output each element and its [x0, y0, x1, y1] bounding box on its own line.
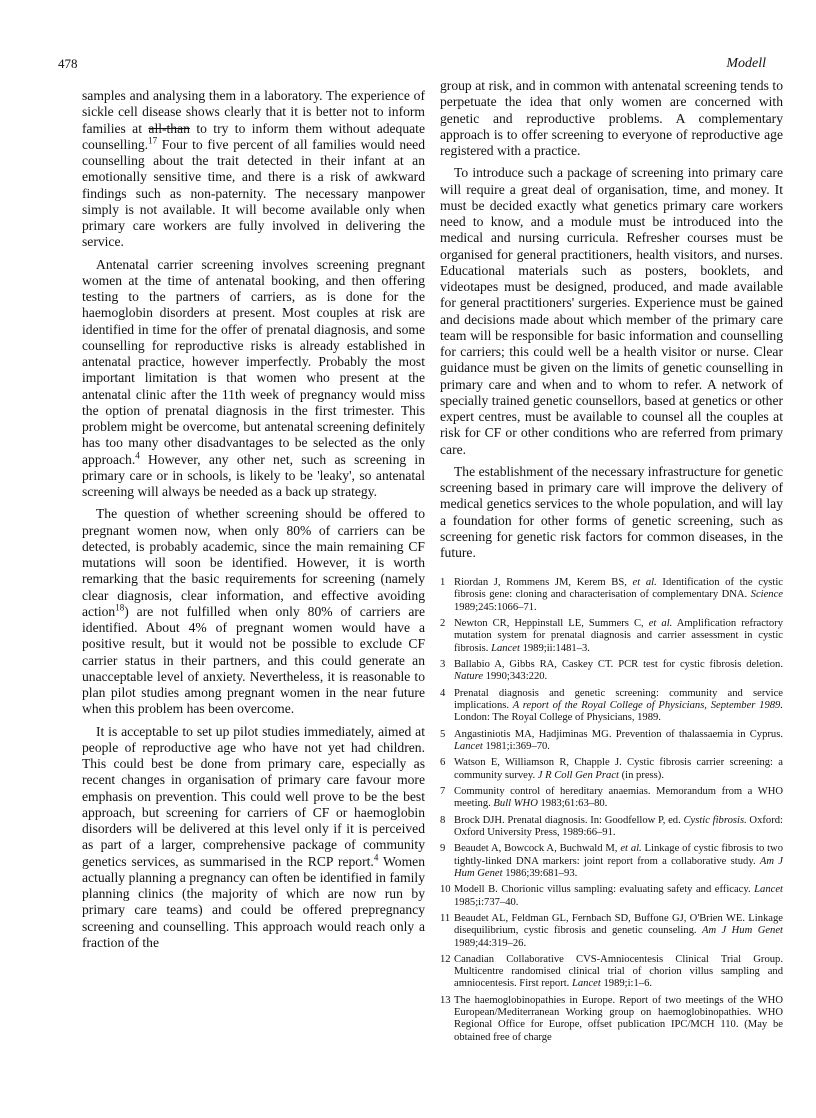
- body-paragraph: [440, 78, 783, 159]
- text-run: Linkage of cystic fibrosis to two tightly-linked DNA markers: joint report from a collaborative study.: [454, 843, 783, 867]
- reference-number: 2: [440, 618, 446, 630]
- text-run: ) are not fulfilled when only 80% of carriers are identified. About 4% of pregnant women would have a positive result, but it would not be possible to exclude CF carrier status in their partners, and this could generate an unacceptable level of anxiety. Nevertheless, it is reasonable to plan pilot studies among pregnant women in the near future when this problem has been overcome.: [82, 603, 425, 717]
- right-column: [440, 78, 783, 1048]
- reference-number: 8: [440, 814, 446, 826]
- reference-item: [440, 884, 783, 908]
- text-run: The establishment of the necessary infrastructure for genetic screening based in primary care will improve the delivery of medical genetics services to the whole population, and will lay a foundation for other forms of genetic screening, such as screening for genetic risk factors for common diseases, in the future.: [440, 463, 783, 560]
- reference-item: [440, 659, 783, 683]
- body-paragraph: [82, 506, 425, 717]
- body-paragraph: [82, 257, 425, 501]
- italic-text: Lancet: [571, 978, 601, 990]
- citation-superscript: 4: [373, 851, 379, 862]
- italic-text: Lancet: [754, 884, 783, 896]
- text-run: 1983;61:63–80.: [537, 798, 608, 810]
- text-run: 1989;44:319–26.: [454, 937, 527, 949]
- reference-number: 12: [440, 954, 451, 965]
- reference-item: [440, 995, 783, 1044]
- reference-item: [440, 688, 783, 725]
- text-run: Watson E, Williamson R, Chapple J. Cystic fibrosis carrier screening: a community survey.: [454, 757, 783, 781]
- body-paragraph: [82, 724, 425, 952]
- text-run: 1985;i:737–40.: [454, 896, 519, 908]
- text-run: Brock DJH. Prenatal diagnosis. In: Goodfellow P, ed.: [454, 814, 684, 826]
- running-head: Modell: [726, 56, 766, 71]
- text-run: Four to five percent of all families would need counselling about the trait detected in their infant at an emotionally sensitive time, and there is a risk of awkward findings such as non-paternity. The necessary manpower simply is not available. It will become available only when primary care workers are fully involved in delivering the service.: [82, 136, 425, 250]
- body-paragraph: [82, 88, 425, 251]
- citation-superscript: 17: [148, 135, 158, 146]
- reference-number: 11: [440, 913, 451, 925]
- reference-item: [440, 618, 783, 655]
- text-run: However, any other net, such as screening in primary care or in schools, is likely to be 'leaky', so antenatal screening will always be needed as a back up strategy.: [82, 451, 425, 499]
- text-run: to try to inform them without adequate counselling.: [82, 120, 425, 152]
- reference-number: 1: [440, 577, 446, 589]
- page-number: 478: [58, 56, 78, 71]
- reference-number: 6: [440, 757, 446, 769]
- reference-number: 10: [440, 884, 451, 896]
- text-run: (in press).: [618, 769, 664, 781]
- italic-text: et al.: [648, 618, 673, 630]
- italic-text: Am J Hum Genet: [701, 925, 783, 937]
- italic-text: Lancet: [491, 642, 520, 654]
- reference-item: [440, 786, 783, 810]
- text-run: 1981;i:369–70.: [482, 740, 550, 752]
- text-run: London: The Royal College of Physicians, 1989.: [454, 712, 661, 724]
- reference-item: [440, 729, 783, 753]
- citation-superscript: 4: [135, 449, 140, 460]
- left-column: [82, 88, 425, 957]
- text-run: group at risk, and in common with antenatal screening tends to perpetuate the idea that only women are concerned with genetic and reproductive problems. A complementary approach is to offer screening to everyone of reproductive age registered with a practice.: [440, 78, 783, 158]
- reference-item: [440, 913, 783, 950]
- text-run: Riordan J, Rommens JM, Kerem BS,: [454, 577, 633, 589]
- italic-text: Cystic fibrosis.: [683, 814, 747, 826]
- italic-text: Nature: [454, 671, 484, 683]
- reference-item: [440, 757, 783, 781]
- citation-superscript: 18: [115, 602, 125, 613]
- reference-number: 4: [440, 687, 446, 699]
- text-run: Prenatal diagnosis and genetic screening: community and service implications.: [454, 687, 783, 711]
- italic-text: Bull WHO: [493, 798, 538, 810]
- text-run: Beaudet A, Bowcock A, Buchwald M,: [454, 843, 621, 855]
- reference-number: 9: [440, 843, 446, 855]
- reference-number: 3: [440, 659, 446, 671]
- italic-text: Science: [750, 589, 783, 601]
- reference-item: [440, 815, 783, 839]
- text-run: 1989;ii:1481–3.: [519, 642, 590, 654]
- italic-text: Am J Hum Genet: [454, 855, 783, 879]
- italic-text: J R Coll Gen Pract: [537, 769, 619, 781]
- reference-list: [440, 577, 783, 1043]
- reference-number: 5: [440, 728, 446, 740]
- reference-item: [440, 843, 783, 880]
- italic-text: Lancet: [454, 740, 483, 752]
- text-run: 1990;343:220.: [483, 671, 548, 683]
- text-run: Identification of the cystic fibrosis gene: cloning and characterisation of complementary DNA.: [454, 577, 783, 601]
- text-run: Canadian Collaborative CVS-Amniocentesis Clinical Trial Group. Multicentre randomised clinical trial of chorion villus sampling and amniocentesis. First report.: [454, 954, 783, 990]
- text-run: 1989;245:1066–71.: [454, 601, 537, 613]
- reference-number: 7: [440, 786, 446, 798]
- reference-number: 13: [440, 994, 451, 1006]
- text-run: Women actually planning a pregnancy can often be identified in family planning clinics (the majority of which are now run by primary care teams) and could be offered prepregnancy screening and counselling. This approach would reach only a fraction of the: [82, 853, 425, 950]
- text-run: 1989;i:1–6.: [600, 978, 653, 990]
- text-run: 1986;39:681–93.: [502, 867, 578, 879]
- text-run: Antenatal carrier screening involves screening pregnant women at the time of antenatal booking, and then offering testing to the partners of carriers, as is done for the haemoglobin disorders at present. Most couples at risk are identified in time for the offer of prenatal diagnosis, and some counselling for reproductive risks is already established in antenatal practice, however imperfectly. Probably the most important limitation is that women who present at the antenatal clinic after the 11th week of pregnancy would miss the option of prenatal diagnosis in the first trimester. This problem might be overcome, but antenatal screening definitely has too many other disadvantages to be selected as the only approach.: [82, 256, 425, 467]
- text-run: Angastiniotis MA, Hadjiminas MG. Prevention of thalassaemia in Cyprus.: [454, 728, 783, 740]
- text-run: Oxford: Oxford University Press, 1989:66–91.: [454, 814, 783, 838]
- italic-text: A report of the Royal College of Physicians, September 1989.: [512, 699, 783, 711]
- reference-item: [440, 954, 783, 991]
- reference-item: [440, 577, 783, 614]
- text-run: Modell B. Chorionic villus sampling: evaluating safety and efficacy.: [454, 884, 755, 896]
- italic-text: et al.: [620, 843, 642, 855]
- body-paragraph: [440, 464, 783, 562]
- text-run: To introduce such a package of screening into primary care will require a great deal of organisation, time, and money. It must be decided exactly what genetics primary care workers need to know, and a module must be introduced into the medical and nursing curricula. Refresher courses must be organised for general practitioners, health visitors, and nurses. Educational materials such as posters, booklets, and videotapes must be designed, produced, and made available for general practitioners' surgeries. Experience must be gained and decisions made about which member of the primary care team will be responsible for basic information and counselling for carriers; this could well be a health visitor or nurse. Clear guidance must be given on the limits of genetic counselling in primary care and when and to whom to refer. A network of specially trained genetic counsellors, based at genetics or other expert centres, must be available to counsel all the couples at risk for CF or other conditions who are referred from primary care.: [440, 165, 783, 457]
- italic-text: et al.: [632, 577, 657, 589]
- text-run: Amplification refractory mutation system for prenatal diagnosis and carrier assessment in cystic fibrosis.: [454, 618, 783, 654]
- text-run: Community control of hereditary anaemias. Memorandum from a WHO meeting.: [454, 786, 783, 810]
- text-run: Newton CR, Heppinstall LE, Summers C,: [454, 618, 649, 630]
- text-run: Beaudet AL, Feldman GL, Fernbach SD, Buffone GJ, O'Brien WE. Linkage disequilibrium, cystic fibrosis and genetic counseling.: [454, 913, 783, 937]
- body-paragraph: [440, 165, 783, 458]
- text-run: The question of whether screening should be offered to pregnant women now, when only 80% of carriers can be detected, is probably academic, since the main remaining CF mutations will soon be identified. However, it is worth remarking that the basic requirements for screening (namely clear diagnosis, clear information, and effective avoiding action: [82, 506, 425, 619]
- struck-text: all-than: [148, 120, 190, 136]
- text-run: It is acceptable to set up pilot studies immediately, aimed at people of reproductive age who have not yet had children. This could best be done from primary care, especially as recent changes in organisation of primary care favour more emphasis on prevention. This could well prove to be the best approach, but screening for carriers of CF or haemoglobin disorders will be delivered at this level only if it is perceived as part of a larger, comprehensive package of community genetics services, as summarised in the RCP report.: [82, 723, 425, 869]
- text-run: samples and analysing them in a laboratory. The experience of sickle cell disease shows clearly that it is better not to inform families at: [82, 88, 425, 136]
- text-run: The haemoglobinopathies in Europe. Report of two meetings of the WHO European/Mediterranean Working group on haemoglobinopathies. WHO Regional Office for Europe, offset publication IPC/MCH 110. (May be obtained free of charge: [454, 994, 783, 1043]
- text-run: Ballabio A, Gibbs RA, Caskey CT. PCR test for cystic fibrosis deletion.: [454, 659, 783, 671]
